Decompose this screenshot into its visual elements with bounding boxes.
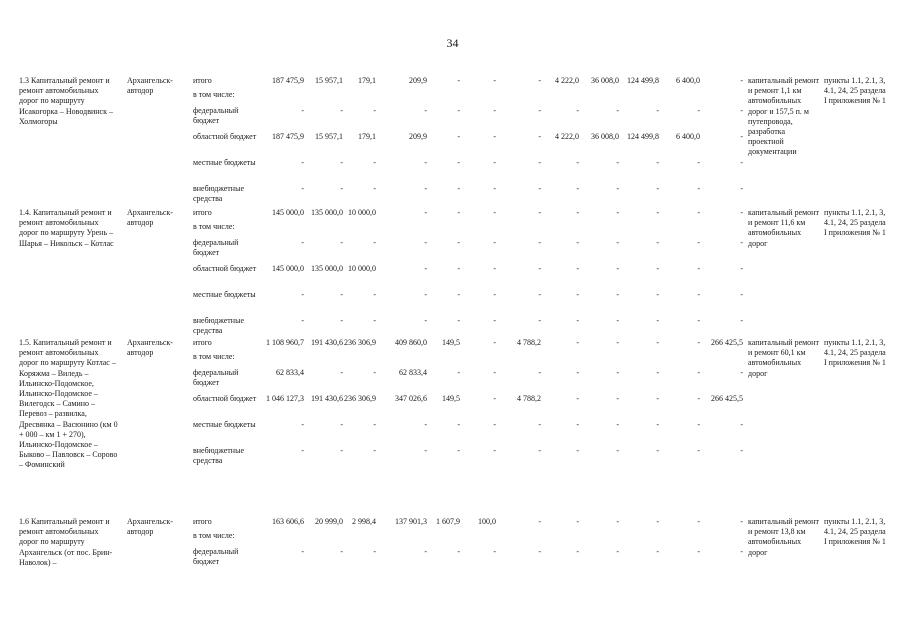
value-cell: - (740, 517, 743, 526)
value-cell: - (373, 446, 376, 455)
section-result: капитальный ремонт и ремонт 1,1 км автомобильных дорог и 157,5 п. м путепровода, разработка проектной документации (748, 76, 819, 157)
value-cell: - (576, 338, 579, 347)
value-cell: - (340, 446, 343, 455)
value-cell: - (493, 338, 496, 347)
section-points: пункты 1.1, 2.1, 3, 4.1, 24, 25 раздела I приложения № 1 (824, 338, 886, 368)
value-cell: 1 108 960,7 (266, 338, 304, 347)
row-label: внебюджетные средства (193, 446, 244, 466)
value-cell: - (697, 517, 700, 526)
value-cell: 6 400,0 (676, 76, 700, 85)
row-label: местные бюджеты (193, 158, 256, 167)
value-cell: 135 000,0 (311, 264, 343, 273)
value-cell: - (538, 547, 541, 556)
value-cell: 187 475,9 (272, 76, 304, 85)
value-cell: - (538, 446, 541, 455)
row-label: итого (193, 208, 212, 217)
value-cell: 124 499,8 (627, 76, 659, 85)
value-cell: - (373, 316, 376, 325)
value-cell: - (301, 316, 304, 325)
value-cell: - (373, 238, 376, 247)
value-cell: - (576, 316, 579, 325)
value-cell: 20 999,0 (315, 517, 343, 526)
value-cell: 4 222,0 (555, 132, 579, 141)
value-cell: - (340, 547, 343, 556)
value-cell: - (424, 184, 427, 193)
value-cell: - (538, 184, 541, 193)
row-label: внебюджетные средства (193, 184, 244, 204)
value-cell: - (656, 368, 659, 377)
value-cell: - (697, 394, 700, 403)
row-label: федеральный бюджет (193, 106, 239, 126)
value-cell: 4 788,2 (517, 338, 541, 347)
value-cell: - (424, 420, 427, 429)
value-cell: - (697, 290, 700, 299)
value-cell: 62 833,4 (276, 368, 304, 377)
row-label: в том числе: (193, 222, 235, 231)
row-label: в том числе: (193, 531, 235, 540)
value-cell: - (697, 547, 700, 556)
value-cell: - (740, 368, 743, 377)
value-cell: - (538, 158, 541, 167)
value-cell: - (340, 316, 343, 325)
section-executor: Архангельск-автодор (127, 338, 173, 358)
section-name: 1.4. Капитальный ремонт и ремонт автомобильных дорог по маршруту Урень – Шарья – Никольск – Котлас (19, 208, 114, 248)
value-cell: - (656, 446, 659, 455)
value-cell: 137 901,3 (395, 517, 427, 526)
value-cell: - (457, 76, 460, 85)
value-cell: - (697, 184, 700, 193)
row-label: в том числе: (193, 90, 235, 99)
value-cell: - (493, 547, 496, 556)
value-cell: - (457, 446, 460, 455)
value-cell: 236 306,9 (344, 394, 376, 403)
value-cell: - (340, 238, 343, 247)
value-cell: - (697, 106, 700, 115)
value-cell: - (493, 132, 496, 141)
value-cell: 15 957,1 (315, 76, 343, 85)
value-cell: - (656, 420, 659, 429)
value-cell: - (656, 184, 659, 193)
value-cell: - (616, 446, 619, 455)
section-result: капитальный ремонт и ремонт 11,6 км автомобильных дорог (748, 208, 819, 248)
value-cell: 1 607,9 (436, 517, 460, 526)
value-cell: - (457, 316, 460, 325)
value-cell: - (493, 208, 496, 217)
value-cell: - (576, 517, 579, 526)
value-cell: 124 499,8 (627, 132, 659, 141)
value-cell: - (493, 238, 496, 247)
value-cell: - (340, 368, 343, 377)
section-points: пункты 1.1, 2.1, 3, 4.1, 24, 25 раздела I приложения № 1 (824, 208, 886, 238)
value-cell: - (457, 238, 460, 247)
value-cell: 163 606,6 (272, 517, 304, 526)
value-cell: 36 008,0 (591, 132, 619, 141)
value-cell: - (457, 132, 460, 141)
value-cell: - (656, 547, 659, 556)
value-cell: - (656, 316, 659, 325)
value-cell: - (493, 316, 496, 325)
value-cell: - (373, 290, 376, 299)
row-label: итого (193, 517, 212, 526)
value-cell: - (697, 446, 700, 455)
value-cell: - (697, 338, 700, 347)
value-cell: - (740, 316, 743, 325)
value-cell: - (457, 106, 460, 115)
value-cell: 4 222,0 (555, 76, 579, 85)
row-label: областной бюджет (193, 132, 257, 141)
value-cell: - (424, 446, 427, 455)
value-cell: - (656, 158, 659, 167)
row-label: местные бюджеты (193, 420, 256, 429)
value-cell: - (493, 368, 496, 377)
value-cell: - (424, 290, 427, 299)
section-executor: Архангельск-автодор (127, 208, 173, 228)
value-cell: - (576, 158, 579, 167)
value-cell: - (656, 394, 659, 403)
section-points: пункты 1.1, 2.1, 3, 4.1, 24, 25 раздела I приложения № 1 (824, 76, 886, 106)
value-cell: 191 430,6 (311, 338, 343, 347)
value-cell: - (493, 394, 496, 403)
value-cell: - (616, 547, 619, 556)
value-cell: - (740, 238, 743, 247)
value-cell: 266 425,5 (711, 338, 743, 347)
value-cell: 135 000,0 (311, 208, 343, 217)
value-cell: - (373, 158, 376, 167)
value-cell: 100,0 (478, 517, 496, 526)
row-label: федеральный бюджет (193, 368, 239, 388)
value-cell: - (457, 290, 460, 299)
value-cell: - (656, 238, 659, 247)
value-cell: - (424, 208, 427, 217)
value-cell: - (740, 420, 743, 429)
value-cell: - (424, 316, 427, 325)
value-cell: - (301, 158, 304, 167)
value-cell: - (616, 290, 619, 299)
value-cell: - (576, 264, 579, 273)
value-cell: - (576, 420, 579, 429)
value-cell: - (697, 420, 700, 429)
value-cell: 10 000,0 (348, 208, 376, 217)
value-cell: - (538, 290, 541, 299)
value-cell: - (373, 368, 376, 377)
value-cell: - (457, 264, 460, 273)
value-cell: - (538, 368, 541, 377)
value-cell: - (740, 158, 743, 167)
value-cell: - (656, 517, 659, 526)
value-cell: - (697, 238, 700, 247)
value-cell: - (740, 264, 743, 273)
value-cell: - (616, 158, 619, 167)
value-cell: 191 430,6 (311, 394, 343, 403)
value-cell: - (697, 368, 700, 377)
value-cell: - (656, 208, 659, 217)
value-cell: - (493, 76, 496, 85)
value-cell: - (301, 420, 304, 429)
value-cell: - (616, 517, 619, 526)
value-cell: - (740, 547, 743, 556)
value-cell: - (656, 264, 659, 273)
value-cell: - (656, 338, 659, 347)
value-cell: 2 998,4 (352, 517, 376, 526)
value-cell: 187 475,9 (272, 132, 304, 141)
value-cell: - (301, 446, 304, 455)
value-cell: - (740, 290, 743, 299)
row-label: федеральный бюджет (193, 547, 239, 567)
value-cell: - (424, 264, 427, 273)
value-cell: 145 000,0 (272, 208, 304, 217)
value-cell: - (493, 184, 496, 193)
value-cell: - (576, 446, 579, 455)
row-label: в том числе: (193, 352, 235, 361)
value-cell: - (493, 158, 496, 167)
value-cell: 347 026,6 (395, 394, 427, 403)
row-label: итого (193, 338, 212, 347)
value-cell: 145 000,0 (272, 264, 304, 273)
value-cell: 209,9 (409, 132, 427, 141)
value-cell: - (373, 184, 376, 193)
value-cell: - (301, 547, 304, 556)
value-cell: - (457, 368, 460, 377)
row-label: внебюджетные средства (193, 316, 244, 336)
value-cell: 409 860,0 (395, 338, 427, 347)
value-cell: 179,1 (358, 76, 376, 85)
value-cell: - (576, 106, 579, 115)
value-cell: - (538, 132, 541, 141)
value-cell: - (340, 106, 343, 115)
value-cell: - (616, 420, 619, 429)
value-cell: - (457, 208, 460, 217)
value-cell: - (424, 238, 427, 247)
value-cell: 1 046 127,3 (266, 394, 304, 403)
value-cell: - (576, 394, 579, 403)
section-name: 1.3 Капитальный ремонт и ремонт автомобильных дорог по маршруту Исакогорка – Новодвинск – Холмогоры (19, 76, 113, 126)
value-cell: - (576, 368, 579, 377)
value-cell: - (616, 338, 619, 347)
value-cell: - (301, 184, 304, 193)
value-cell: - (616, 368, 619, 377)
value-cell: - (493, 290, 496, 299)
section-name: 1.5. Капитальный ремонт и ремонт автомобильных дорог по маршруту Котлас – Коряжма – Виледь – Ильинско-Подомское, Ильинско-Подомское – Вилегодск – Самино – Перевоз – развилка, Дресвянка – Васюнино (км 0 + 000 – км 1 + 270), Ильинско-Подомское – Быково – Павловск – Сорово – Фоминский (19, 338, 118, 470)
section-executor: Архангельск-автодор (127, 76, 173, 96)
value-cell: - (740, 132, 743, 141)
value-cell: - (656, 290, 659, 299)
value-cell: - (697, 264, 700, 273)
value-cell: - (616, 316, 619, 325)
value-cell: - (340, 184, 343, 193)
value-cell: - (340, 158, 343, 167)
value-cell: - (576, 547, 579, 556)
value-cell: - (373, 547, 376, 556)
value-cell: - (576, 208, 579, 217)
value-cell: - (538, 316, 541, 325)
value-cell: - (538, 264, 541, 273)
value-cell: 236 306,9 (344, 338, 376, 347)
value-cell: - (457, 158, 460, 167)
value-cell: - (697, 158, 700, 167)
value-cell: 149,5 (442, 338, 460, 347)
value-cell: - (493, 420, 496, 429)
value-cell: - (424, 547, 427, 556)
section-result: капитальный ремонт и ремонт 60,1 км автомобильных дорог (748, 338, 819, 378)
value-cell: - (493, 446, 496, 455)
value-cell: 4 788,2 (517, 394, 541, 403)
page-number: 34 (446, 36, 459, 50)
value-cell: 179,1 (358, 132, 376, 141)
value-cell: 6 400,0 (676, 132, 700, 141)
value-cell: 62 833,4 (399, 368, 427, 377)
value-cell: - (740, 446, 743, 455)
value-cell: - (616, 184, 619, 193)
value-cell: - (457, 547, 460, 556)
section-points: пункты 1.1, 2.1, 3, 4.1, 24, 25 раздела I приложения № 1 (824, 517, 886, 547)
value-cell: - (538, 238, 541, 247)
value-cell: - (740, 106, 743, 115)
row-label: местные бюджеты (193, 290, 256, 299)
value-cell: - (538, 517, 541, 526)
value-cell: 266 425,5 (711, 394, 743, 403)
value-cell: - (740, 184, 743, 193)
value-cell: - (424, 106, 427, 115)
value-cell: - (656, 106, 659, 115)
value-cell: - (301, 290, 304, 299)
section-executor: Архангельск-автодор (127, 517, 173, 537)
value-cell: - (301, 106, 304, 115)
value-cell: 209,9 (409, 76, 427, 85)
value-cell: 36 008,0 (591, 76, 619, 85)
row-label: итого (193, 76, 212, 85)
value-cell: 10 000,0 (348, 264, 376, 273)
value-cell: - (697, 316, 700, 325)
value-cell: - (538, 208, 541, 217)
section-result: капитальный ремонт и ремонт 13,8 км автомобильных дорог (748, 517, 819, 557)
value-cell: - (697, 208, 700, 217)
value-cell: - (538, 76, 541, 85)
value-cell: 149,5 (442, 394, 460, 403)
value-cell: - (616, 106, 619, 115)
value-cell: - (538, 420, 541, 429)
value-cell: - (740, 208, 743, 217)
value-cell: - (373, 106, 376, 115)
value-cell: - (493, 264, 496, 273)
value-cell: - (616, 208, 619, 217)
value-cell: - (740, 76, 743, 85)
value-cell: - (340, 290, 343, 299)
value-cell: - (616, 264, 619, 273)
row-label: областной бюджет (193, 394, 257, 403)
value-cell: - (457, 184, 460, 193)
value-cell: - (457, 420, 460, 429)
row-label: федеральный бюджет (193, 238, 239, 258)
value-cell: - (424, 158, 427, 167)
value-cell: - (340, 420, 343, 429)
value-cell: - (576, 290, 579, 299)
value-cell: - (373, 420, 376, 429)
section-name: 1.6 Капитальный ремонт и ремонт автомобильных дорог по маршруту Архангельск (от пос. Брин-Наволок) – (19, 517, 113, 567)
value-cell: - (493, 106, 496, 115)
value-cell: - (576, 184, 579, 193)
value-cell: - (301, 238, 304, 247)
value-cell: - (616, 238, 619, 247)
value-cell: - (576, 238, 579, 247)
value-cell: 15 957,1 (315, 132, 343, 141)
value-cell: - (538, 106, 541, 115)
value-cell: - (616, 394, 619, 403)
row-label: областной бюджет (193, 264, 257, 273)
